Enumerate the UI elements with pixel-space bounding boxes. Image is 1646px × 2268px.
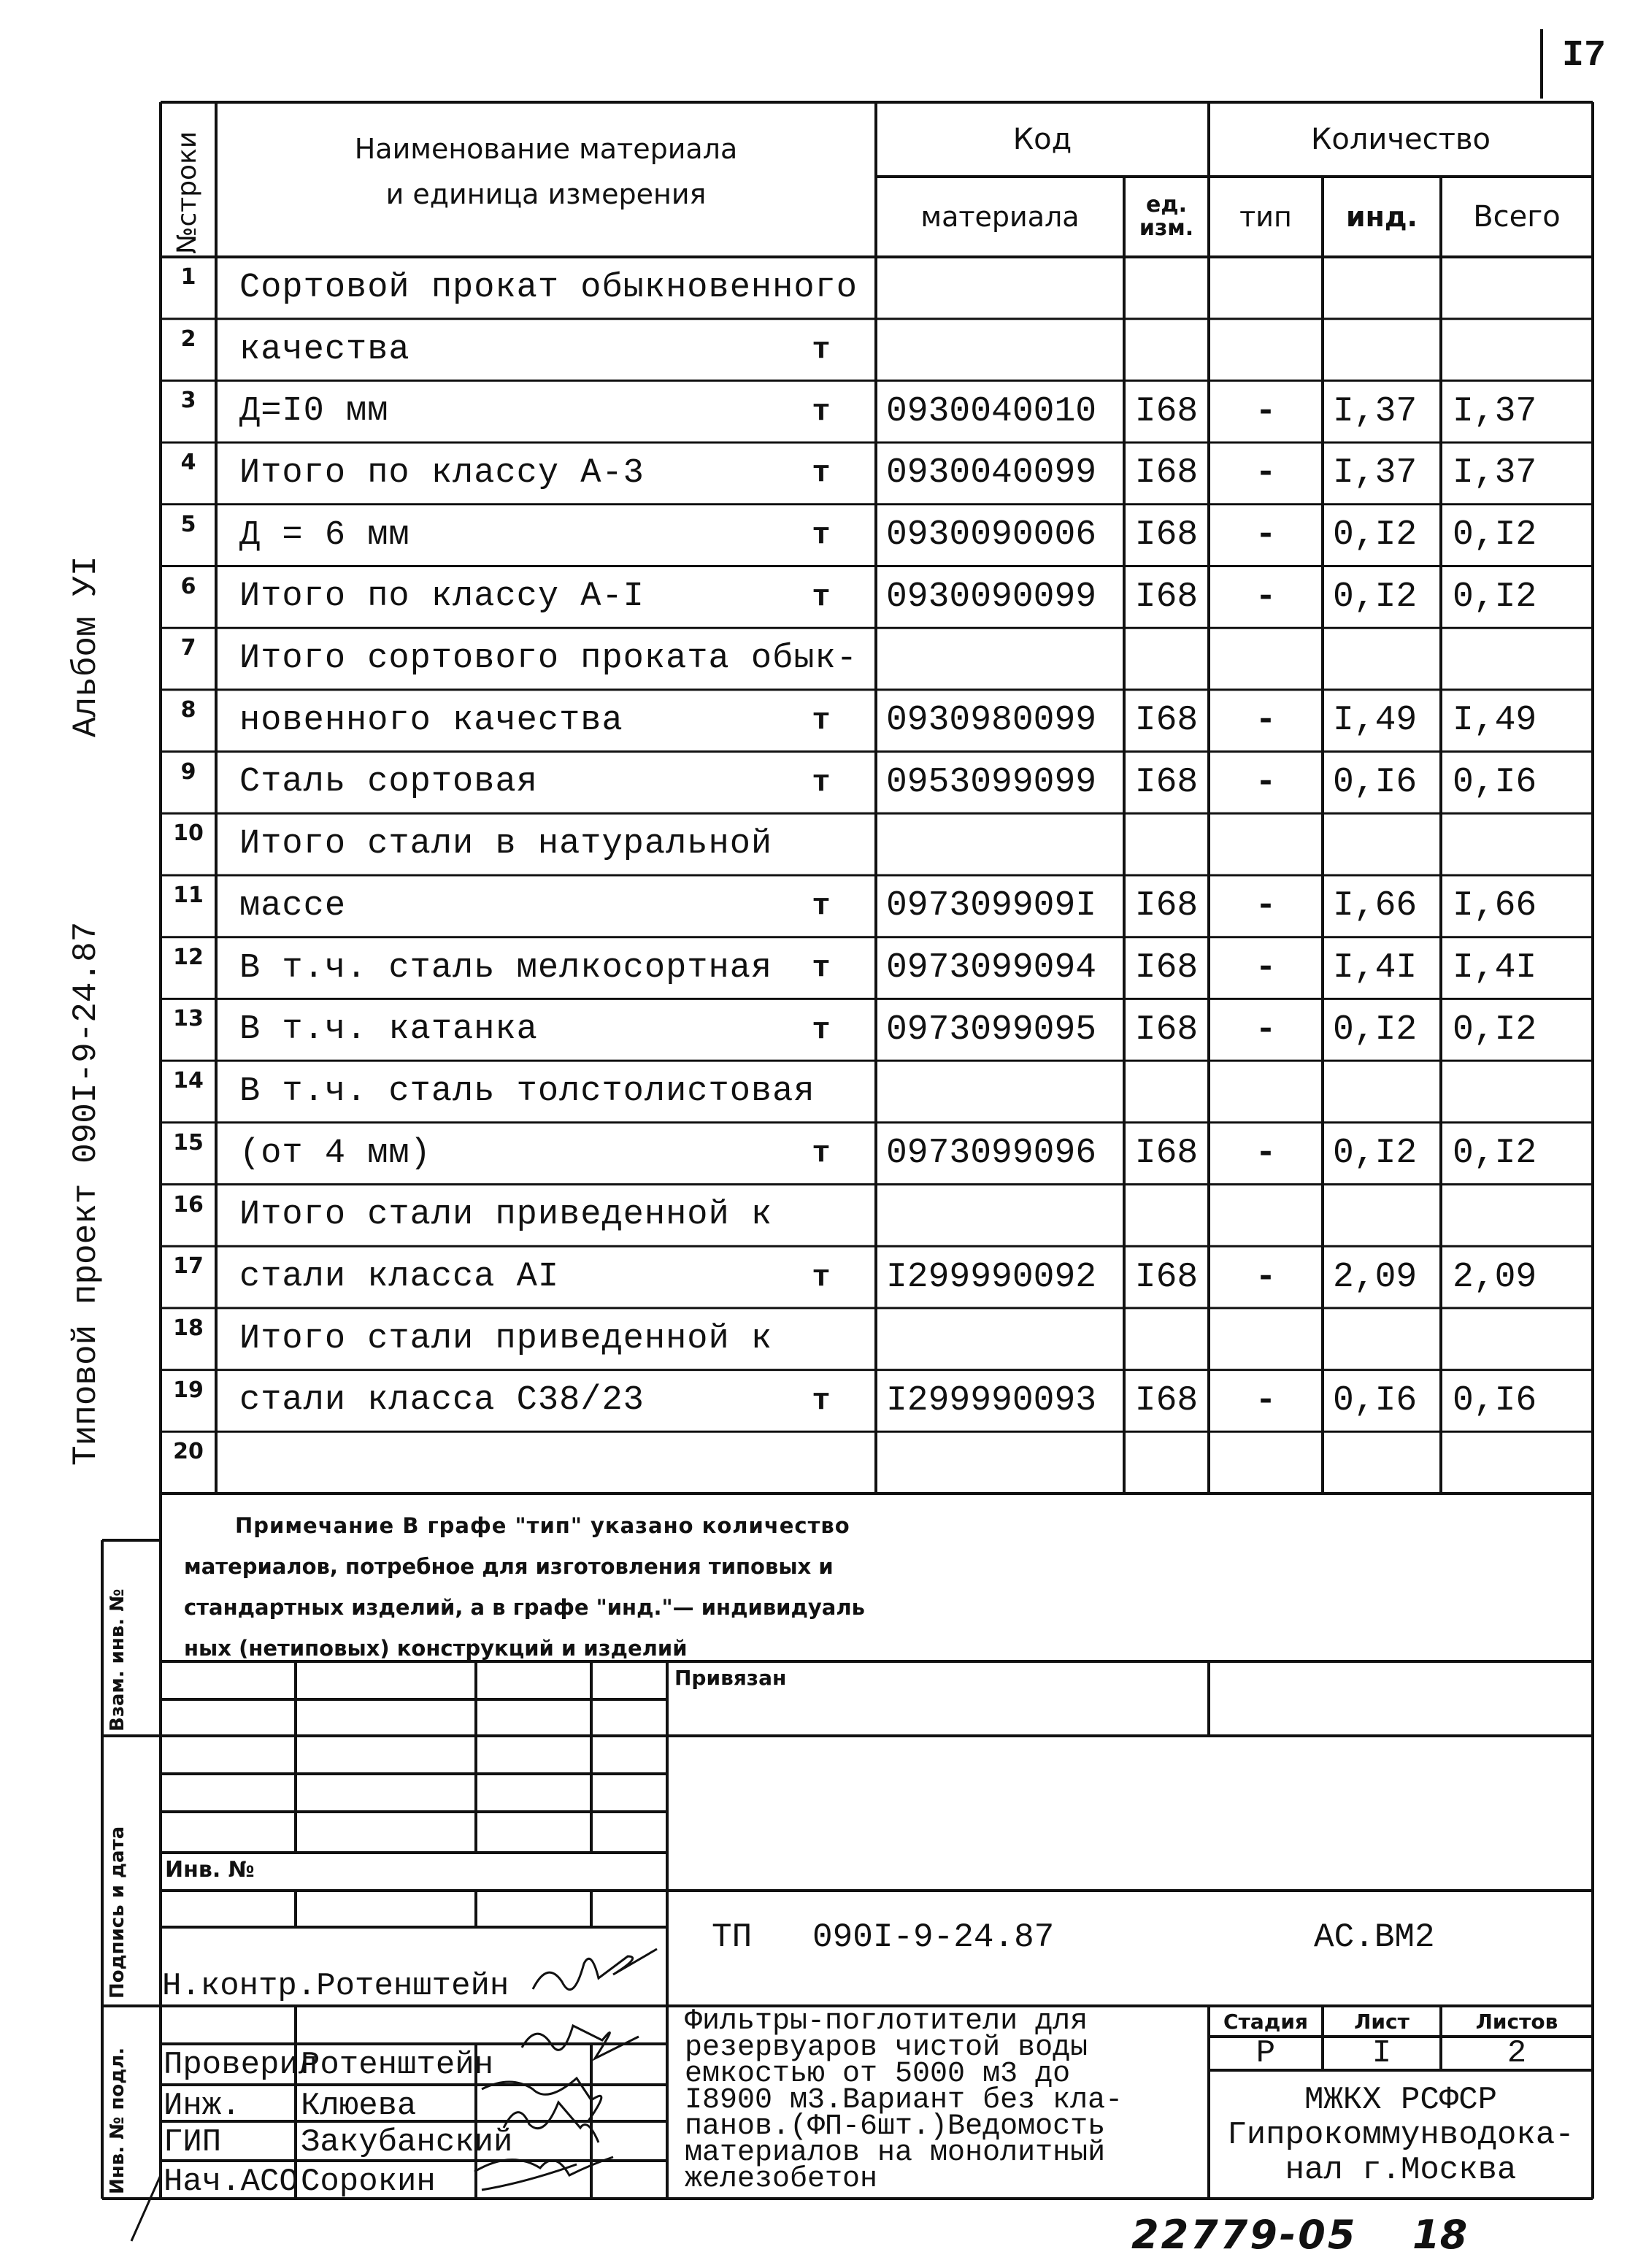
stamp-sheets-value: 2 — [1507, 2035, 1527, 2072]
material-code — [876, 1185, 1124, 1247]
qty-ind: I,4I — [1333, 948, 1418, 988]
material-name: стали класса С38/23 — [239, 1381, 645, 1421]
stamp-title-line: I8900 м3.Вариант без кла- — [685, 2084, 1123, 2117]
stamp-sheets-label: Листов — [1475, 2009, 1558, 2034]
row-number: 1 — [180, 264, 196, 290]
material-unit: т — [812, 950, 831, 986]
stamp-sheet-value: I — [1372, 2035, 1392, 2072]
row-number: 18 — [173, 1315, 204, 1341]
material-unit: т — [812, 1136, 831, 1172]
qty-ind — [1323, 1308, 1441, 1370]
row-number: 14 — [173, 1068, 204, 1094]
qty-total: 2,09 — [1453, 1257, 1537, 1297]
header-code-material: материала — [920, 201, 1080, 233]
material-name: Д = 6 мм — [239, 515, 410, 555]
qty-type: - — [1255, 515, 1277, 556]
unit-code: I68 — [1134, 515, 1199, 556]
unit-code: I68 — [1134, 948, 1199, 988]
qty-ind: 0,I2 — [1333, 515, 1418, 556]
qty-ind — [1323, 1061, 1441, 1123]
qty-total — [1441, 1431, 1593, 1494]
qty-total: 0,I2 — [1453, 1134, 1537, 1174]
qty-ind: 2,09 — [1333, 1257, 1418, 1297]
project-label: Типовой проект 090I-9-24.87 — [67, 921, 105, 1466]
qty-ind: 0,I2 — [1333, 1134, 1418, 1174]
signer-role: Нач.АСО — [164, 2164, 299, 2200]
material-code — [876, 319, 1124, 381]
material-unit — [799, 257, 843, 319]
material-name: (от 4 мм) — [239, 1134, 431, 1173]
header-row-no: №строки — [172, 131, 202, 254]
qty-total — [1441, 813, 1593, 875]
material-unit — [799, 1185, 843, 1247]
material-unit: т — [812, 579, 831, 615]
album-label: Альбом УI — [67, 556, 105, 737]
qty-total: 0,I2 — [1453, 515, 1537, 556]
qty-type: - — [1255, 391, 1277, 431]
material-unit — [799, 813, 843, 875]
qty-type — [1209, 319, 1323, 381]
qty-total: I,37 — [1453, 453, 1537, 493]
unit-code — [1124, 628, 1209, 690]
qty-ind: 0,I6 — [1333, 1380, 1418, 1421]
unit-code: I68 — [1134, 762, 1199, 802]
material-name: Итого сортового проката обык- — [239, 639, 858, 679]
material-name: Итого по классу А-3 — [239, 453, 645, 493]
qty-type — [1209, 1185, 1323, 1247]
unit-code: I68 — [1134, 453, 1199, 493]
stamp-stage-label: Стадия — [1223, 2009, 1308, 2034]
unit-code: I68 — [1134, 1010, 1199, 1050]
qty-total: I,66 — [1453, 886, 1537, 926]
qty-type — [1209, 257, 1323, 319]
row-number: 20 — [173, 1439, 204, 1465]
material-name: Сортовой прокат обыкновенного — [239, 268, 858, 307]
row-number: 8 — [180, 696, 196, 723]
stamp-doc-code: ТП 090I-9-24.87 — [712, 1918, 1055, 1956]
row-number: 2 — [180, 326, 196, 352]
note — [184, 1505, 865, 1669]
signer-role: Проверил — [164, 2047, 318, 2083]
row-number: 7 — [180, 635, 196, 661]
stamp-org-line2: Гипрокоммунводока- — [1227, 2117, 1574, 2153]
qty-total: I,49 — [1453, 701, 1537, 741]
material-code: 0930090006 — [886, 515, 1097, 556]
stamp-org-line1: МЖКХ РСФСР — [1304, 2082, 1498, 2118]
material-name: Итого стали приведенной к — [239, 1319, 773, 1358]
qty-ind: I,49 — [1333, 701, 1418, 741]
qty-ind — [1323, 257, 1441, 319]
unit-code: I68 — [1134, 391, 1199, 431]
row-number: 13 — [173, 1006, 204, 1032]
qty-ind — [1323, 319, 1441, 381]
header-quantity: Количество — [1310, 123, 1491, 156]
material-code: 0973099094 — [886, 948, 1097, 988]
qty-ind: 0,I6 — [1333, 762, 1418, 802]
material-unit: т — [812, 518, 831, 553]
qty-type: - — [1255, 886, 1277, 926]
qty-type: - — [1255, 948, 1277, 988]
material-name: новенного качества — [239, 701, 623, 740]
qty-ind: I,66 — [1333, 886, 1418, 926]
stamp-title-line: резервуаров чистой воды — [685, 2031, 1088, 2064]
qty-total — [1441, 1061, 1593, 1123]
material-name: В т.ч. катанка — [239, 1010, 538, 1050]
header-name-line2: и единица измерения — [385, 178, 707, 210]
material-unit: т — [812, 703, 831, 739]
qty-total: 0,I6 — [1453, 762, 1537, 802]
material-code: 0973099095 — [886, 1010, 1097, 1050]
material-name: Итого стали приведенной к — [239, 1196, 773, 1235]
bottom-code: 22779-05 — [1131, 2212, 1358, 2258]
material-unit: т — [812, 455, 831, 491]
stamp-title-line: железобетон — [685, 2163, 878, 2196]
material-name: стали класса АI — [239, 1258, 560, 1297]
qty-total: I,4I — [1453, 948, 1537, 988]
material-unit — [799, 628, 843, 690]
header-name — [216, 117, 876, 226]
bottom-page: 18 — [1412, 2212, 1468, 2258]
signer-name: Закубанский — [301, 2124, 513, 2161]
material-code: 0930980099 — [886, 701, 1097, 741]
qty-type — [1209, 1061, 1323, 1123]
qty-total: 0,I6 — [1453, 1380, 1537, 1421]
stamp-title-line: панов.(ФП-6шт.)Ведомость — [685, 2110, 1106, 2143]
qty-ind — [1323, 813, 1441, 875]
material-code — [876, 1431, 1124, 1494]
row-number: 3 — [180, 388, 196, 414]
qty-type: - — [1255, 1010, 1277, 1050]
material-name: качества — [239, 330, 410, 369]
material-unit — [799, 1308, 843, 1370]
row-number: 6 — [180, 573, 196, 599]
signer-name: Сорокин — [301, 2164, 436, 2200]
note-line3: стандартных изделий, а в графе "инд."— индивидуаль — [184, 1595, 865, 1620]
row-number: 9 — [180, 758, 196, 785]
material-code — [876, 628, 1124, 690]
qty-type: - — [1255, 453, 1277, 493]
stamp-title-line: материалов на монолитный — [685, 2137, 1106, 2169]
stamp-vzam-label: Взам. инв. № — [107, 1588, 128, 1731]
qty-type: - — [1255, 1134, 1277, 1174]
qty-total — [1441, 1308, 1593, 1370]
header-code-unit: ед. изм. — [1139, 192, 1194, 241]
qty-type — [1209, 1431, 1323, 1494]
unit-code — [1124, 1308, 1209, 1370]
qty-ind — [1323, 1185, 1441, 1247]
note-line1: Примечание В графе "тип" указано количество — [235, 1513, 850, 1538]
material-unit: т — [812, 332, 831, 368]
material-code: 0930040010 — [886, 391, 1097, 431]
header-qty-ind: инд. — [1345, 201, 1418, 233]
qty-type — [1209, 1308, 1323, 1370]
material-name: Итого по классу А-I — [239, 577, 645, 617]
row-number: 17 — [173, 1253, 204, 1280]
note-line2: материалов, потребное для изготовления типовых и — [184, 1554, 834, 1579]
signer-name: Клюева — [301, 2088, 417, 2124]
qty-ind: I,37 — [1333, 391, 1418, 431]
material-code: 0930040099 — [886, 453, 1097, 493]
signer-role: Инж. — [164, 2088, 241, 2124]
stamp-org-line3: нал г.Москва — [1285, 2152, 1517, 2188]
qty-total — [1441, 257, 1593, 319]
qty-total: 0,I2 — [1453, 1010, 1537, 1050]
material-name: Д=I0 мм — [239, 392, 389, 431]
row-number: 16 — [173, 1191, 204, 1218]
qty-type: - — [1255, 701, 1277, 741]
stamp-inv-podl-label: Инв. № подл. — [107, 2047, 128, 2194]
page-number: I7 — [1562, 35, 1607, 77]
row-number: 10 — [173, 820, 204, 847]
stamp-n-kontr-role: Н.контр. — [162, 1968, 317, 2004]
stamp-n-kontr — [162, 1968, 509, 2004]
header-qty-type: тип — [1239, 201, 1292, 233]
row-number: 19 — [173, 1377, 204, 1403]
stamp-privyazan: Привязан — [674, 1666, 787, 1690]
row-number: 4 — [180, 450, 196, 476]
qty-ind: I,37 — [1333, 453, 1418, 493]
qty-total — [1441, 628, 1593, 690]
signer-name: Ротенштейн — [301, 2047, 494, 2083]
material-name: Итого стали в натуральной — [239, 825, 773, 864]
stamp-stage-value: Р — [1255, 2035, 1276, 2072]
material-unit: т — [812, 764, 831, 800]
qty-ind — [1323, 628, 1441, 690]
unit-code — [1124, 1431, 1209, 1494]
stamp-podpis-label: Подпись и дата — [107, 1826, 128, 1999]
qty-type: - — [1255, 1380, 1277, 1421]
stamp-n-kontr-name: Ротенштейн — [316, 1968, 509, 2004]
material-unit: т — [812, 888, 831, 924]
header-qty-total: Всего — [1473, 200, 1561, 234]
stamp-title-line: емкостью от 5000 м3 до — [685, 2058, 1071, 2091]
unit-code: I68 — [1134, 1134, 1199, 1174]
material-code — [876, 1061, 1124, 1123]
unit-code: I68 — [1134, 886, 1199, 926]
qty-type — [1209, 813, 1323, 875]
material-code: 0953099099 — [886, 762, 1097, 802]
material-name — [216, 1431, 876, 1494]
stamp-title-line: Фильтры-поглотители для — [685, 2005, 1088, 2038]
material-name: В т.ч. сталь толстолистовая — [239, 1072, 815, 1111]
material-code: 097309909I — [886, 886, 1097, 926]
row-number: 5 — [180, 511, 196, 537]
qty-ind: 0,I2 — [1333, 1010, 1418, 1050]
unit-code: I68 — [1134, 701, 1199, 741]
material-unit: т — [812, 1012, 831, 1047]
material-unit: т — [812, 1383, 831, 1418]
qty-total — [1441, 319, 1593, 381]
qty-total — [1441, 1185, 1593, 1247]
stamp-doc-mark: АС.ВМ2 — [1314, 1918, 1435, 1956]
material-code: I299990093 — [886, 1380, 1097, 1421]
unit-code — [1124, 1185, 1209, 1247]
material-code: 0973099096 — [886, 1134, 1097, 1174]
material-code — [876, 257, 1124, 319]
material-code — [876, 813, 1124, 875]
row-number: 15 — [173, 1129, 204, 1156]
header-name-line1: Наименование материала — [354, 133, 738, 165]
row-number: 11 — [173, 883, 204, 908]
material-unit: т — [812, 393, 831, 429]
unit-code: I68 — [1134, 577, 1199, 617]
material-unit: т — [812, 1259, 831, 1295]
stamp-inv-no: Инв. № — [165, 1857, 255, 1883]
row-number: 12 — [173, 944, 204, 970]
material-name: массе — [239, 886, 347, 926]
qty-type — [1209, 628, 1323, 690]
material-unit — [799, 1431, 843, 1494]
qty-type: - — [1255, 577, 1277, 617]
header-code: Код — [1012, 123, 1072, 156]
material-code: I299990092 — [886, 1257, 1097, 1297]
unit-code — [1124, 319, 1209, 381]
unit-code — [1124, 1061, 1209, 1123]
qty-total: 0,I2 — [1453, 577, 1537, 617]
qty-ind: 0,I2 — [1333, 577, 1418, 617]
signer-role: ГИП — [164, 2124, 222, 2161]
material-unit — [799, 1061, 843, 1123]
stamp-title — [685, 2005, 1123, 2196]
unit-code — [1124, 257, 1209, 319]
qty-total: I,37 — [1453, 391, 1537, 431]
material-code — [876, 1308, 1124, 1370]
unit-code: I68 — [1134, 1380, 1199, 1421]
stamp-organization — [1209, 2073, 1593, 2197]
qty-type: - — [1255, 762, 1277, 802]
note-line4: ных (нетиповых) конструкций и изделий — [184, 1636, 688, 1661]
stamp-sheet-label: Лист — [1354, 2009, 1410, 2034]
qty-type: - — [1255, 1257, 1277, 1297]
material-code: 0930090099 — [886, 577, 1097, 617]
unit-code: I68 — [1134, 1257, 1199, 1297]
material-name: В т.ч. сталь мелкосортная — [239, 948, 773, 988]
material-name: Сталь сортовая — [239, 763, 538, 802]
unit-code — [1124, 813, 1209, 875]
qty-ind — [1323, 1431, 1441, 1494]
